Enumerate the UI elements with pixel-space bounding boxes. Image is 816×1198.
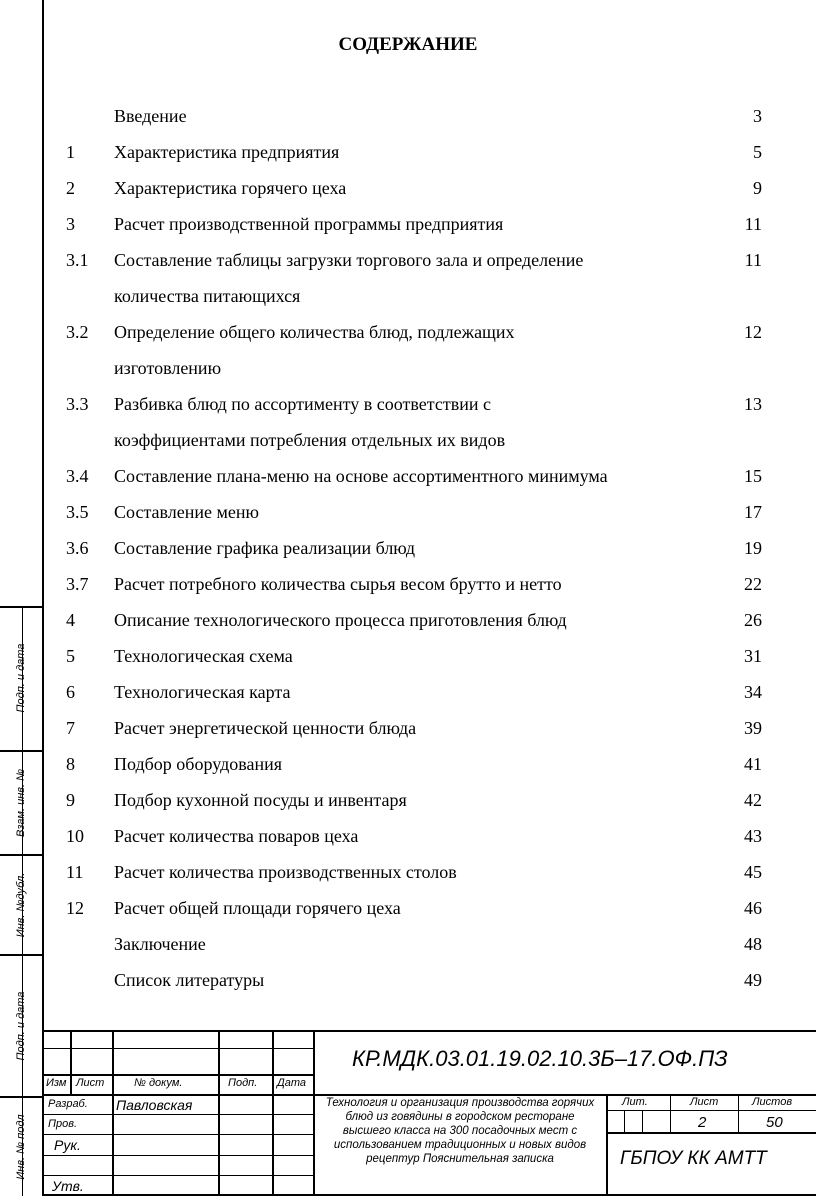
- toc-entry-title: Расчет общей площади горячего цеха: [114, 898, 401, 918]
- toc-entry-title: Расчет энергетической ценности блюда: [114, 718, 417, 738]
- toc-entry-title: Технологическая карта: [114, 682, 291, 702]
- toc-entry-title: Характеристика горячего цеха: [114, 178, 347, 198]
- toc-entry: [0, 458, 816, 494]
- toc-entry-title-continued: количества питающихся: [114, 286, 301, 306]
- toc-entry-title: Разбивка блюд по ассортименту в соответствии с: [114, 394, 491, 414]
- toc-entry: [0, 638, 816, 674]
- toc-entry-number: 3.3: [66, 394, 89, 414]
- toc-entry-title: Характеристика предприятия: [114, 142, 340, 162]
- toc-entry-number: 8: [66, 754, 75, 774]
- toc-entry: [0, 782, 816, 818]
- toc-entry-page: 45: [744, 862, 762, 882]
- side-label-podp-data-top: Подп. и дата: [15, 643, 27, 713]
- razrab-name: Павловская: [116, 1097, 193, 1113]
- toc-entry-page: 15: [744, 466, 762, 486]
- side-label-inv-dubl: Инв. №дубл.: [15, 872, 27, 938]
- toc-entry-title: Расчет производственной программы предприятия: [114, 214, 504, 234]
- toc-entry-page: 42: [744, 790, 762, 810]
- toc-entry-page: 11: [744, 214, 762, 234]
- toc-entry-title: Составление плана-меню на основе ассортиментного минимума: [114, 466, 608, 486]
- toc-entry: [0, 134, 816, 170]
- toc-entry-number: 3.1: [66, 250, 89, 270]
- toc-entry-page: 13: [744, 394, 762, 414]
- toc-entry-number: 6: [66, 682, 75, 702]
- toc-entry-number: 3.6: [66, 538, 89, 558]
- toc-entry-title: Введение: [114, 106, 187, 126]
- list-header: Лист: [690, 1096, 719, 1108]
- toc-entry-page: 49: [744, 970, 762, 990]
- col-doc-header: № докум.: [134, 1077, 183, 1089]
- listov-value: 50: [766, 1114, 783, 1131]
- toc-entry-number: 3.7: [66, 574, 89, 594]
- toc-entry-title: Технологическая схема: [114, 646, 293, 666]
- toc-entry-page: 19: [744, 538, 762, 558]
- document-code: КР.МДК.03.01.19.02.10.3Б–17.ОФ.ПЗ: [352, 1046, 728, 1071]
- toc-entry: [0, 674, 816, 710]
- toc-entry-title: Список литературы: [114, 970, 265, 990]
- toc-entry-title-continued: коэффициентами потребления отдельных их видов: [114, 430, 506, 450]
- toc-entry: [0, 602, 816, 638]
- toc-entry: [0, 314, 816, 386]
- toc-entry: [0, 854, 816, 890]
- toc-entry-title: Определение общего количества блюд, подлежащих: [114, 322, 515, 342]
- toc-entry: [0, 494, 816, 530]
- toc-entry-page: 46: [744, 898, 762, 918]
- toc-entry-page: 3: [753, 106, 762, 126]
- toc-entry-title: Подбор кухонной посуды и инвентаря: [114, 790, 407, 810]
- toc-entry-number: 5: [66, 646, 75, 666]
- toc-entry: [0, 530, 816, 566]
- toc-entry-title: Расчет количества производственных столов: [114, 862, 457, 882]
- side-label-podp-data-bottom: Подп. и дата: [15, 991, 27, 1061]
- toc-entry: [0, 242, 816, 314]
- toc-entry: [0, 566, 816, 602]
- toc-entry-page: 34: [744, 682, 762, 702]
- toc-entry: [0, 710, 816, 746]
- listov-header: Листов: [752, 1096, 793, 1108]
- razrab-label: Разраб.: [48, 1098, 88, 1110]
- toc-entry-page: 26: [744, 610, 762, 630]
- toc-entry-number: 4: [66, 610, 75, 630]
- toc-entry-page: 12: [744, 322, 762, 342]
- toc-entry-title: Заключение: [114, 934, 206, 954]
- toc-entry-page: 5: [753, 142, 762, 162]
- organization: ГБПОУ КК АМТТ: [620, 1148, 767, 1169]
- toc-entry-number: 7: [66, 718, 75, 738]
- toc-entry-page: 31: [744, 646, 762, 666]
- toc-entry: [0, 206, 816, 242]
- toc-entry: [0, 926, 816, 962]
- toc-entry: [0, 386, 816, 458]
- list-value: 2: [698, 1114, 707, 1131]
- side-label-inv-podl: Инв. № подл: [15, 1114, 27, 1180]
- toc-entry-page: 17: [744, 502, 762, 522]
- toc-entry-page: 9: [753, 178, 762, 198]
- toc-entry-title: Составление таблицы загрузки торгового зала и определение: [114, 250, 584, 270]
- toc-entry-title: Расчет количества поваров цеха: [114, 826, 359, 846]
- toc-entry-number: 12: [66, 898, 84, 918]
- toc-entry-number: 3.2: [66, 322, 89, 342]
- col-data-header: Дата: [277, 1077, 307, 1089]
- toc-entry-page: 39: [744, 718, 762, 738]
- toc-entry: [0, 98, 816, 134]
- toc-entry: [0, 170, 816, 206]
- ruk-label: Рук.: [54, 1137, 81, 1153]
- toc-entry-number: 2: [66, 178, 75, 198]
- toc-entry: [0, 746, 816, 782]
- toc-entry-page: 48: [744, 934, 762, 954]
- toc-entry-number: 3.5: [66, 502, 89, 522]
- toc-entry: [0, 890, 816, 926]
- toc-entry-title: Расчет потребного количества сырья весом брутто и нетто: [114, 574, 562, 594]
- toc-entry-title-continued: изготовлению: [114, 358, 222, 378]
- toc-entry-number: 9: [66, 790, 75, 810]
- toc-entry-number: 1: [66, 142, 75, 162]
- lit-header: Лит.: [622, 1096, 648, 1108]
- side-label-vzam-inv: Взам. инв. №: [15, 768, 27, 838]
- toc-entry-title: Описание технологического процесса приготовления блюд: [114, 610, 567, 630]
- toc-entry-number: 11: [66, 862, 84, 882]
- toc-entry-page: 11: [744, 250, 762, 270]
- toc-entry-title: Составление графика реализации блюд: [114, 538, 415, 558]
- toc-entry-page: 43: [744, 826, 762, 846]
- toc-entry: [0, 962, 816, 998]
- prov-label: Пров.: [48, 1118, 78, 1130]
- col-podp-header: Подп.: [228, 1077, 258, 1089]
- toc-entry-number: 10: [66, 826, 84, 846]
- toc-entry-number: 3.4: [66, 466, 89, 486]
- toc-entry-title: Составление меню: [114, 502, 259, 522]
- toc-entry-page: 22: [744, 574, 762, 594]
- col-list-header: Лист: [76, 1077, 105, 1089]
- page-title: СОДЕРЖАНИЕ: [338, 34, 478, 55]
- document-description: Технология и организация производства горячих блюд из говядины в городском ресторане высшего класса на 300 посадочных мест с использованием традиционных и новых видов рецептур Пояснительная записка: [325, 1097, 595, 1165]
- toc-entry-page: 41: [744, 754, 762, 774]
- toc-entry-number: 3: [66, 214, 75, 234]
- utv-label: Утв.: [52, 1178, 84, 1194]
- col-izm-header: Изм: [46, 1077, 67, 1089]
- toc-entry: [0, 818, 816, 854]
- toc-entry-title: Подбор оборудования: [114, 754, 283, 774]
